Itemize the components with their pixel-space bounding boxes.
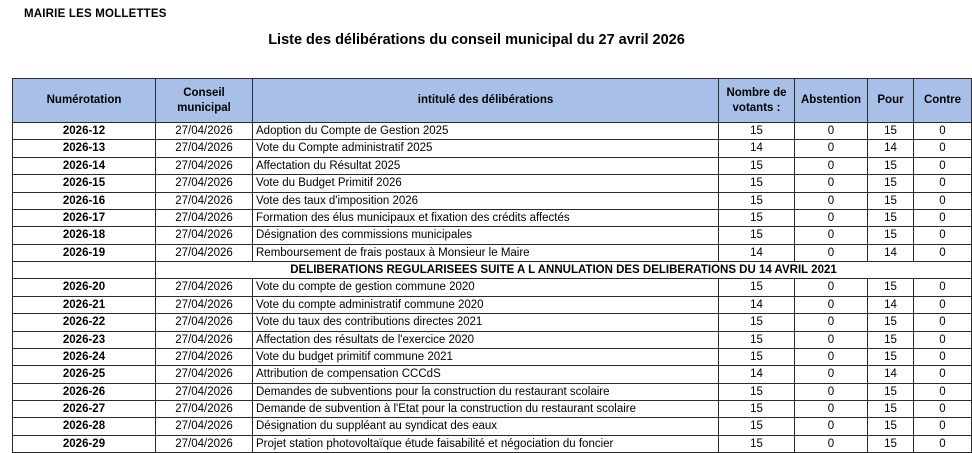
- cell-nombre-votants: 15: [719, 192, 795, 209]
- cell-conseil-municipal: 27/04/2026: [156, 157, 253, 174]
- cell-contre: 0: [914, 296, 972, 313]
- table-row: [13, 401, 972, 418]
- cell-pour: 15: [868, 209, 914, 226]
- cell-conseil-municipal: 27/04/2026: [156, 401, 253, 418]
- cell-contre: 0: [914, 348, 972, 365]
- cell-numerotation: 2026-15: [13, 175, 156, 192]
- cell-numerotation: 2026-21: [13, 296, 156, 313]
- cell-contre: 0: [914, 314, 972, 331]
- cell-conseil-municipal: 27/04/2026: [156, 314, 253, 331]
- cell-numerotation: 2026-27: [13, 401, 156, 418]
- table-row: [13, 331, 972, 348]
- cell-intitule: Formation des élus municipaux et fixation des crédits affectés: [253, 209, 719, 226]
- cell-contre: 0: [914, 435, 972, 452]
- cell-intitule: Attribution de compensation CCCdS: [253, 366, 719, 383]
- cell-pour: 15: [868, 175, 914, 192]
- cell-numerotation: 2026-13: [13, 140, 156, 157]
- cell-conseil-municipal: 27/04/2026: [156, 244, 253, 261]
- column-header-pour: Pour: [868, 79, 914, 123]
- table-row: [13, 348, 972, 365]
- cell-pour: 15: [868, 192, 914, 209]
- column-header-numerotation: Numérotation: [13, 79, 156, 123]
- cell-contre: 0: [914, 383, 972, 400]
- cell-contre: 0: [914, 401, 972, 418]
- cell-abstention: 0: [795, 209, 868, 226]
- cell-numerotation: 2026-14: [13, 157, 156, 174]
- table-row: [13, 123, 972, 140]
- table-header-row: [13, 79, 972, 123]
- cell-contre: 0: [914, 175, 972, 192]
- cell-pour: 15: [868, 157, 914, 174]
- table-row: [13, 366, 972, 383]
- cell-contre: 0: [914, 331, 972, 348]
- cell-abstention: 0: [795, 157, 868, 174]
- table-body: [13, 123, 972, 453]
- cell-abstention: 0: [795, 366, 868, 383]
- table-row: [13, 418, 972, 435]
- cell-intitule: Affectation des résultats de l'exercice 2020: [253, 331, 719, 348]
- cell-abstention: 0: [795, 140, 868, 157]
- cell-pour: 15: [868, 227, 914, 244]
- table-section-row: [13, 262, 972, 279]
- cell-pour: 14: [868, 296, 914, 313]
- deliberations-table-container: [12, 78, 962, 453]
- table-row: [13, 279, 972, 296]
- cell-pour: 15: [868, 348, 914, 365]
- cell-pour: 14: [868, 140, 914, 157]
- cell-abstention: 0: [795, 348, 868, 365]
- cell-conseil-municipal: 27/04/2026: [156, 175, 253, 192]
- cell-nombre-votants: 15: [719, 331, 795, 348]
- cell-conseil-municipal: 27/04/2026: [156, 435, 253, 452]
- cell-nombre-votants: 15: [719, 175, 795, 192]
- table-row: [13, 227, 972, 244]
- cell-abstention: 0: [795, 244, 868, 261]
- cell-contre: 0: [914, 157, 972, 174]
- cell-pour: 15: [868, 123, 914, 140]
- table-row: [13, 140, 972, 157]
- cell-intitule: Affectation du Résultat 2025: [253, 157, 719, 174]
- cell-conseil-municipal: 27/04/2026: [156, 192, 253, 209]
- cell-contre: 0: [914, 366, 972, 383]
- column-header-nombre-votants: Nombre de votants :: [719, 79, 795, 123]
- cell-abstention: 0: [795, 435, 868, 452]
- cell-numerotation: 2026-18: [13, 227, 156, 244]
- cell-pour: 15: [868, 401, 914, 418]
- cell-numerotation: 2026-20: [13, 279, 156, 296]
- cell-nombre-votants: 14: [719, 366, 795, 383]
- cell-intitule: Demandes de subventions pour la construction du restaurant scolaire: [253, 383, 719, 400]
- section-row-label: DELIBERATIONS REGULARISEES SUITE A L ANNULATION DES DELIBERATIONS DU 14 AVRIL 2021: [156, 262, 972, 279]
- cell-abstention: 0: [795, 383, 868, 400]
- column-header-contre: Contre: [914, 79, 972, 123]
- cell-numerotation: 2026-26: [13, 383, 156, 400]
- cell-conseil-municipal: 27/04/2026: [156, 348, 253, 365]
- cell-numerotation: 2026-16: [13, 192, 156, 209]
- cell-numerotation: 2026-19: [13, 244, 156, 261]
- organization-name: MAIRIE LES MOLLETTES: [24, 8, 167, 20]
- cell-intitule: Vote du compte administratif commune 2020: [253, 296, 719, 313]
- table-header: [13, 79, 972, 123]
- cell-nombre-votants: 15: [719, 123, 795, 140]
- cell-numerotation: 2026-28: [13, 418, 156, 435]
- cell-pour: 15: [868, 314, 914, 331]
- cell-intitule: Vote du budget primitif commune 2021: [253, 348, 719, 365]
- cell-nombre-votants: 15: [719, 227, 795, 244]
- cell-nombre-votants: 14: [719, 140, 795, 157]
- column-header-conseil-municipal: Conseil municipal: [156, 79, 253, 123]
- cell-numerotation: 2026-12: [13, 123, 156, 140]
- cell-abstention: 0: [795, 192, 868, 209]
- cell-conseil-municipal: 27/04/2026: [156, 279, 253, 296]
- cell-contre: 0: [914, 418, 972, 435]
- cell-intitule: Remboursement de frais postaux à Monsieur le Maire: [253, 244, 719, 261]
- deliberations-table: [12, 78, 972, 453]
- cell-pour: 15: [868, 383, 914, 400]
- cell-pour: 14: [868, 244, 914, 261]
- cell-abstention: 0: [795, 418, 868, 435]
- cell-pour: 15: [868, 435, 914, 452]
- cell-nombre-votants: 14: [719, 244, 795, 261]
- cell-conseil-municipal: 27/04/2026: [156, 383, 253, 400]
- cell-intitule: Désignation des commissions municipales: [253, 227, 719, 244]
- section-row-spacer: [13, 262, 156, 279]
- cell-abstention: 0: [795, 401, 868, 418]
- table-row: [13, 157, 972, 174]
- cell-nombre-votants: 14: [719, 296, 795, 313]
- table-row: [13, 244, 972, 261]
- cell-intitule: Adoption du Compte de Gestion 2025: [253, 123, 719, 140]
- cell-abstention: 0: [795, 175, 868, 192]
- cell-nombre-votants: 15: [719, 314, 795, 331]
- cell-intitule: Demande de subvention à l'Etat pour la construction du restaurant scolaire: [253, 401, 719, 418]
- table-row: [13, 296, 972, 313]
- cell-conseil-municipal: 27/04/2026: [156, 209, 253, 226]
- table-row: [13, 383, 972, 400]
- cell-intitule: Projet station photovoltaïque étude faisabilité et négociation du foncier: [253, 435, 719, 452]
- table-row: [13, 209, 972, 226]
- cell-contre: 0: [914, 279, 972, 296]
- cell-numerotation: 2026-25: [13, 366, 156, 383]
- table-row: [13, 175, 972, 192]
- cell-intitule: Désignation du suppléant au syndicat des eaux: [253, 418, 719, 435]
- cell-nombre-votants: 15: [719, 383, 795, 400]
- cell-nombre-votants: 15: [719, 279, 795, 296]
- cell-numerotation: 2026-29: [13, 435, 156, 452]
- cell-abstention: 0: [795, 227, 868, 244]
- table-row: [13, 314, 972, 331]
- cell-conseil-municipal: 27/04/2026: [156, 331, 253, 348]
- cell-nombre-votants: 15: [719, 401, 795, 418]
- cell-intitule: Vote des taux d'imposition 2026: [253, 192, 719, 209]
- column-header-abstention: Abstention: [795, 79, 868, 123]
- cell-nombre-votants: 15: [719, 209, 795, 226]
- cell-conseil-municipal: 27/04/2026: [156, 418, 253, 435]
- cell-nombre-votants: 15: [719, 435, 795, 452]
- cell-contre: 0: [914, 209, 972, 226]
- cell-intitule: Vote du compte de gestion commune 2020: [253, 279, 719, 296]
- cell-nombre-votants: 15: [719, 418, 795, 435]
- cell-numerotation: 2026-23: [13, 331, 156, 348]
- cell-numerotation: 2026-22: [13, 314, 156, 331]
- cell-abstention: 0: [795, 279, 868, 296]
- cell-contre: 0: [914, 123, 972, 140]
- cell-contre: 0: [914, 227, 972, 244]
- cell-abstention: 0: [795, 296, 868, 313]
- page-title: Liste des délibérations du conseil municipal du 27 avril 2026: [268, 32, 685, 48]
- cell-conseil-municipal: 27/04/2026: [156, 140, 253, 157]
- cell-abstention: 0: [795, 314, 868, 331]
- cell-conseil-municipal: 27/04/2026: [156, 296, 253, 313]
- cell-pour: 15: [868, 418, 914, 435]
- cell-abstention: 0: [795, 123, 868, 140]
- cell-numerotation: 2026-24: [13, 348, 156, 365]
- cell-intitule: Vote du taux des contributions directes 2021: [253, 314, 719, 331]
- cell-pour: 15: [868, 279, 914, 296]
- cell-pour: 14: [868, 366, 914, 383]
- cell-abstention: 0: [795, 331, 868, 348]
- cell-contre: 0: [914, 140, 972, 157]
- cell-contre: 0: [914, 244, 972, 261]
- column-header-intitule: intitulé des délibérations: [253, 79, 719, 123]
- cell-numerotation: 2026-17: [13, 209, 156, 226]
- cell-contre: 0: [914, 192, 972, 209]
- table-row: [13, 192, 972, 209]
- cell-nombre-votants: 15: [719, 157, 795, 174]
- cell-conseil-municipal: 27/04/2026: [156, 366, 253, 383]
- cell-conseil-municipal: 27/04/2026: [156, 227, 253, 244]
- cell-conseil-municipal: 27/04/2026: [156, 123, 253, 140]
- cell-nombre-votants: 15: [719, 348, 795, 365]
- cell-pour: 15: [868, 331, 914, 348]
- cell-intitule: Vote du Budget Primitif 2026: [253, 175, 719, 192]
- cell-intitule: Vote du Compte administratif 2025: [253, 140, 719, 157]
- table-row: [13, 435, 972, 452]
